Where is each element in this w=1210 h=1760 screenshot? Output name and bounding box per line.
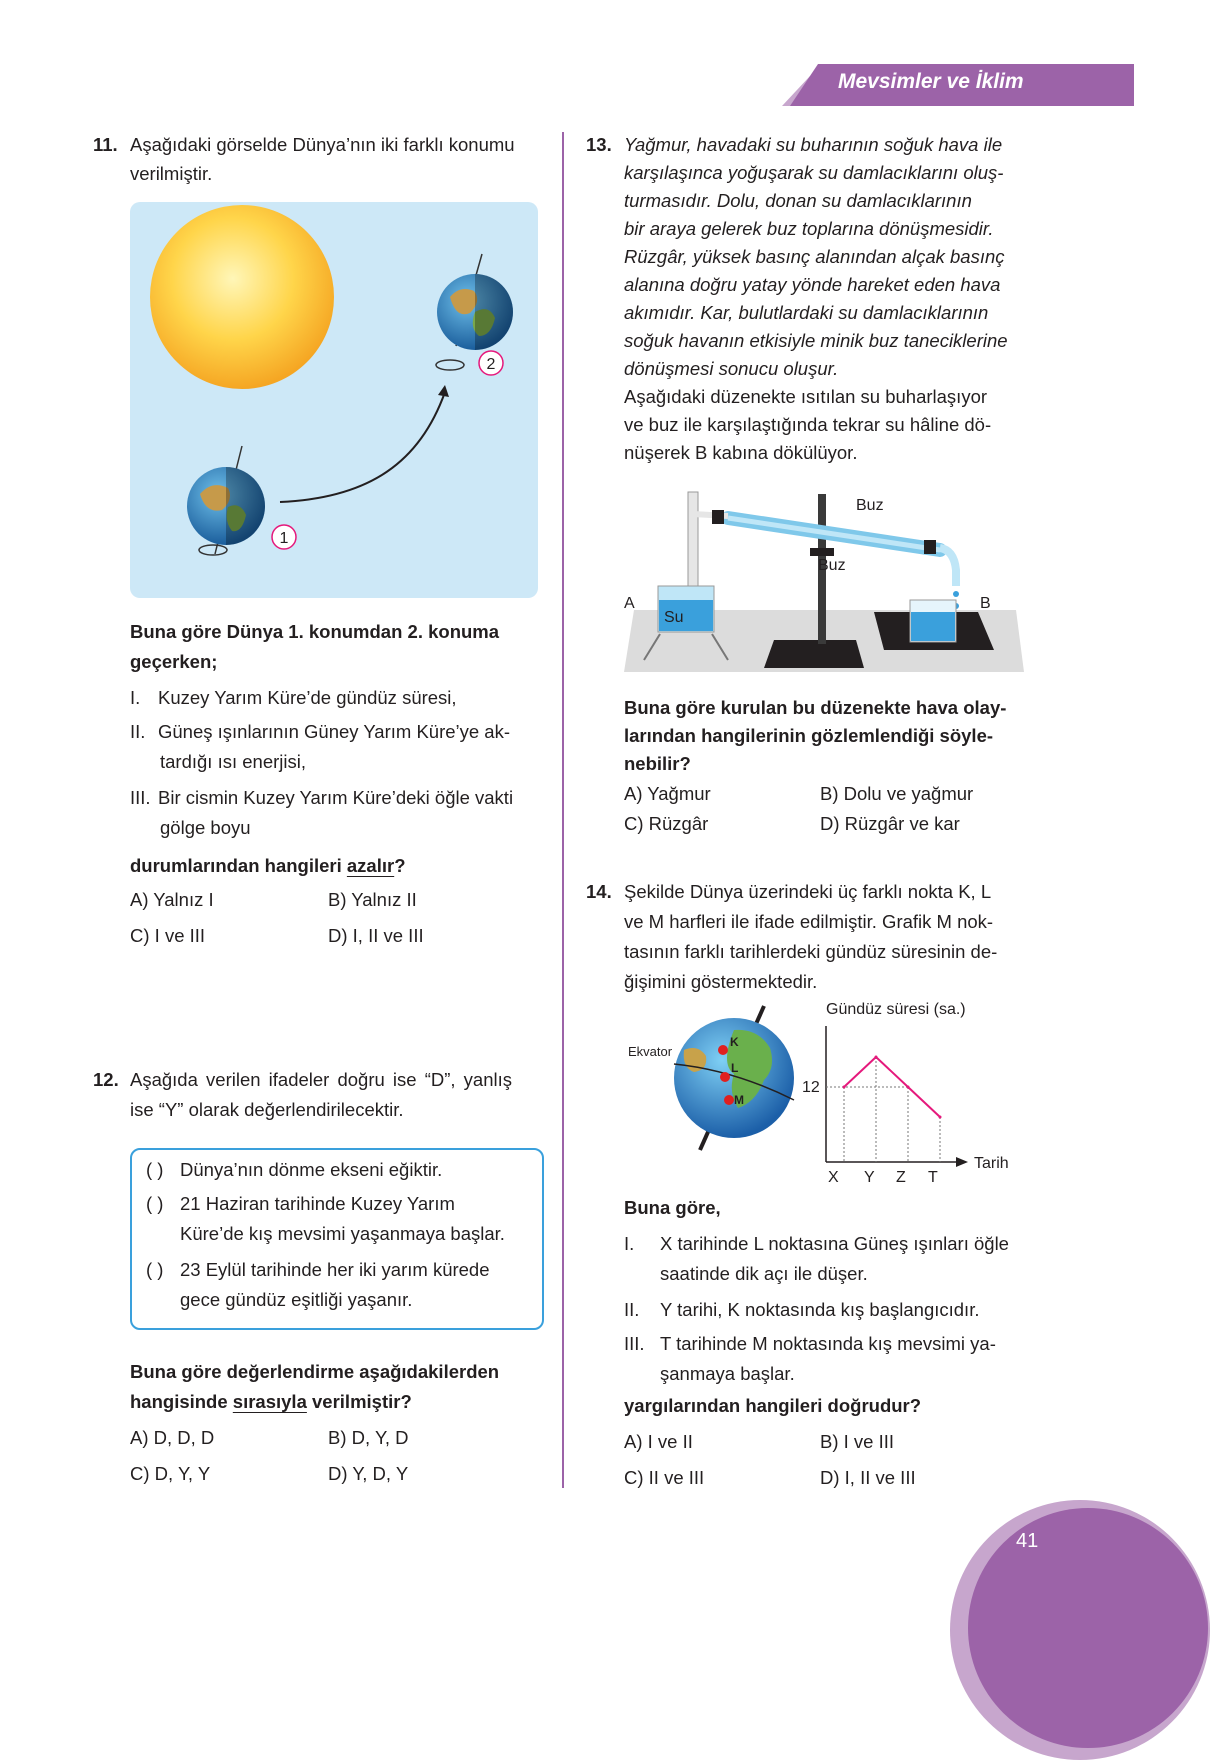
q14-item-1-a: X tarihinde L noktasına Güneş ışınları öğle xyxy=(660,1233,1009,1254)
column-divider xyxy=(562,132,564,1488)
q14-item-2-num: II. xyxy=(624,1299,640,1320)
q11-stem-1: Aşağıdaki görselde Dünya’nın iki farklı konumu xyxy=(130,134,515,155)
globe-figure xyxy=(624,1000,804,1170)
q11-item-3-text-2: gölge boyu xyxy=(160,817,251,838)
q12-option-b[interactable]: B) D, Y, D xyxy=(328,1427,409,1448)
q12-statement-3-a: 23 Eylül tarihinde her iki yarım kürede xyxy=(180,1259,490,1280)
x-tick-x: X xyxy=(828,1169,839,1186)
q14-item-1-num: I. xyxy=(624,1233,635,1254)
x-tick-y: Y xyxy=(864,1169,875,1186)
point-m xyxy=(724,1095,734,1105)
q13-lead-2: larından hangilerinin gözlemlendiği söyle- xyxy=(624,725,994,746)
q12-lead-2: hangisinde sırasıyla verilmiştir? xyxy=(130,1391,412,1412)
stopper-right xyxy=(924,540,936,554)
q14-lead: Buna göre, xyxy=(624,1197,721,1218)
q12-lead-1: Buna göre değerlendirme aşağıdakilerden xyxy=(130,1361,500,1382)
q13-lead-3: nebilir? xyxy=(624,753,691,774)
distillation-apparatus-figure xyxy=(624,490,1024,680)
sun-icon xyxy=(150,205,334,389)
q14-item-3-num: III. xyxy=(624,1333,645,1354)
label-buz-top: Buz xyxy=(856,497,884,514)
point-l xyxy=(720,1072,730,1082)
q14-stem-4: ğişimini göstermektedir. xyxy=(624,971,818,992)
q13-italic-5: Rüzgâr, yüksek basınç alanından alçak basınç xyxy=(624,246,1005,267)
chapter-title: Mevsimler ve İklim xyxy=(838,70,1024,93)
q13-text-2: ve buz ile karşılaştığında tekrar su hâline dö- xyxy=(624,414,992,435)
daylength-chart xyxy=(802,996,1028,1186)
q11-item-1-text: Kuzey Yarım Küre’de gündüz süresi, xyxy=(158,687,457,708)
q13-italic-8: soğuk havanın etkisiyle minik buz taneciklerine xyxy=(624,330,1008,351)
q11-option-c[interactable]: C) I ve III xyxy=(130,925,206,946)
q13-italic-7: akımıdır. Kar, bulutlardaki su damlacıklarının xyxy=(624,302,989,323)
y-tick-12: 12 xyxy=(802,1079,820,1096)
q11-option-a[interactable]: A) Yalnız I xyxy=(130,889,214,910)
q12-statement-1: Dünya’nın dönme ekseni eğiktir. xyxy=(180,1159,443,1180)
q12-statement-2-b: Küre’de kış mevsimi yaşanmaya başlar. xyxy=(180,1223,505,1244)
stopper-left xyxy=(712,510,724,524)
q14-option-d[interactable]: D) I, II ve III xyxy=(820,1467,916,1488)
page-number: 41 xyxy=(1016,1530,1039,1552)
sun-earth-figure xyxy=(130,202,538,598)
q13-number: 13. xyxy=(586,134,612,155)
q11-stem-2: verilmiştir. xyxy=(130,163,213,184)
q13-option-a[interactable]: A) Yağmur xyxy=(624,783,711,804)
q13-text-1: Aşağıdaki düzenekte ısıtılan su buharlaşıyor xyxy=(624,386,988,407)
q14-stem-3: tasının farklı tarihlerdeki gündüz süresinin de- xyxy=(624,941,998,962)
data-point-y xyxy=(875,1056,878,1059)
label-buz-bottom: Buz xyxy=(818,557,846,574)
q13-option-c[interactable]: C) Rüzgâr xyxy=(624,813,709,834)
q13-text-3: nüşerek B kabına dökülüyor. xyxy=(624,442,858,463)
q14-item-3-b: şanmaya başlar. xyxy=(660,1363,795,1384)
label-b: B xyxy=(980,595,991,612)
q11-lead-1: Buna göre Dünya 1. konumdan 2. konuma xyxy=(130,621,500,642)
q13-italic-9: dönüşmesi sonucu oluşur. xyxy=(624,358,839,379)
q11-figure xyxy=(130,202,538,598)
q12-statement-1-blank[interactable]: ( ) xyxy=(146,1159,164,1180)
q12-stem-1: Aşağıda verilen ifadeler doğru ise “D”, yanlış xyxy=(130,1069,513,1090)
q12-statement-3-blank[interactable]: ( ) xyxy=(146,1259,164,1280)
q13-italic-2: karşılaşınca yoğuşarak su damlacıklarını oluş- xyxy=(624,162,1004,183)
q13-option-d[interactable]: D) Rüzgâr ve kar xyxy=(820,813,960,834)
q12-stem-2: ise “Y” olarak değerlendirilecektir. xyxy=(130,1099,404,1120)
q14-item-2-a: Y tarihi, K noktasında kış başlangıcıdır. xyxy=(660,1299,980,1320)
x-tick-z: Z xyxy=(896,1169,906,1186)
condenser-tube xyxy=(728,518,956,586)
q13-italic-4: bir araya gelerek buz toplarına dönüşmesidir. xyxy=(624,218,994,239)
label-l: L xyxy=(731,1061,739,1075)
q12-statement-3-b: gece gündüz eşitliği yaşanır. xyxy=(180,1289,413,1310)
water-drop xyxy=(953,591,959,597)
q12-number: 12. xyxy=(93,1069,119,1090)
q11-item-2-num: II. xyxy=(130,721,146,742)
chart-xlabel: Tarih xyxy=(974,1155,1009,1172)
q11-ask: durumlarından hangileri azalır? xyxy=(130,855,406,876)
position-2-label: 2 xyxy=(486,356,496,373)
earth-icon-position-1 xyxy=(187,446,265,555)
data-point-x xyxy=(843,1086,846,1089)
q13-italic-6: alanına doğru yatay yönde hareket eden hava xyxy=(624,274,1001,295)
label-a: A xyxy=(624,595,635,612)
q12-option-a[interactable]: A) D, D, D xyxy=(130,1427,215,1448)
q11-lead-2: geçerken; xyxy=(130,651,218,672)
q12-statement-2-a: 21 Haziran tarihinde Kuzey Yarım xyxy=(180,1193,455,1214)
q14-number: 14. xyxy=(586,881,612,902)
x-tick-t: T xyxy=(928,1169,938,1186)
q13-italic-3: turmasıdır. Dolu, donan su damlacıklarının xyxy=(624,190,972,211)
q11-item-1-num: I. xyxy=(130,687,141,708)
label-m: M xyxy=(734,1093,744,1107)
q12-statement-2-blank[interactable]: ( ) xyxy=(146,1193,164,1214)
q11-item-2-text-1: Güneş ışınlarının Güney Yarım Küre’ye ak- xyxy=(158,721,511,742)
q11-item-2-text-2: tardığı ısı enerjisi, xyxy=(160,751,307,772)
chart-ylabel: Gündüz süresi (sa.) xyxy=(826,1001,966,1018)
q11-option-d[interactable]: D) I, II ve III xyxy=(328,925,424,946)
q14-stem-1: Şekilde Dünya üzerindeki üç farklı nokta K, L xyxy=(624,881,992,902)
q11-item-3-text-1: Bir cismin Kuzey Yarım Küre’deki öğle vakti xyxy=(158,787,514,808)
q11-number: 11. xyxy=(93,134,118,155)
data-point-z xyxy=(907,1086,910,1089)
page-number-badge xyxy=(968,1508,1208,1748)
label-su: Su xyxy=(664,609,684,626)
q14-item-3-a: T tarihinde M noktasında kış mevsimi ya- xyxy=(660,1333,996,1354)
q11-item-3-num: III. xyxy=(130,787,151,808)
q11-option-b[interactable]: B) Yalnız II xyxy=(328,889,417,910)
label-ekvator: Ekvator xyxy=(628,1044,673,1059)
q12-option-d[interactable]: D) Y, D, Y xyxy=(328,1463,409,1484)
q14-item-1-b: saatinde dik açı ile düşer. xyxy=(660,1263,868,1284)
earth-icon-position-2 xyxy=(436,254,513,370)
label-k: K xyxy=(730,1035,739,1049)
q14-option-a[interactable]: A) I ve II xyxy=(624,1431,693,1452)
beaker-b xyxy=(874,600,994,650)
q14-stem-2: ve M harfleri ile ifade edilmiştir. Grafik M nok- xyxy=(624,911,994,932)
q12-option-c[interactable]: C) D, Y, Y xyxy=(130,1463,211,1484)
q13-option-b[interactable]: B) Dolu ve yağmur xyxy=(820,783,974,804)
q13-lead-1: Buna göre kurulan bu düzenekte hava olay- xyxy=(624,697,1007,718)
q14-ask: yargılarından hangileri doğrudur? xyxy=(624,1395,922,1416)
orbit-arrow xyxy=(280,392,445,502)
q14-option-b[interactable]: B) I ve III xyxy=(820,1431,895,1452)
data-point-t xyxy=(939,1116,942,1119)
q14-option-c[interactable]: C) II ve III xyxy=(624,1467,705,1488)
q13-italic-1: Yağmur, havadaki su buharının soğuk hava ile xyxy=(624,134,1003,155)
position-1-label: 1 xyxy=(279,530,289,547)
point-k xyxy=(718,1045,728,1055)
x-axis-arrow xyxy=(956,1157,968,1167)
